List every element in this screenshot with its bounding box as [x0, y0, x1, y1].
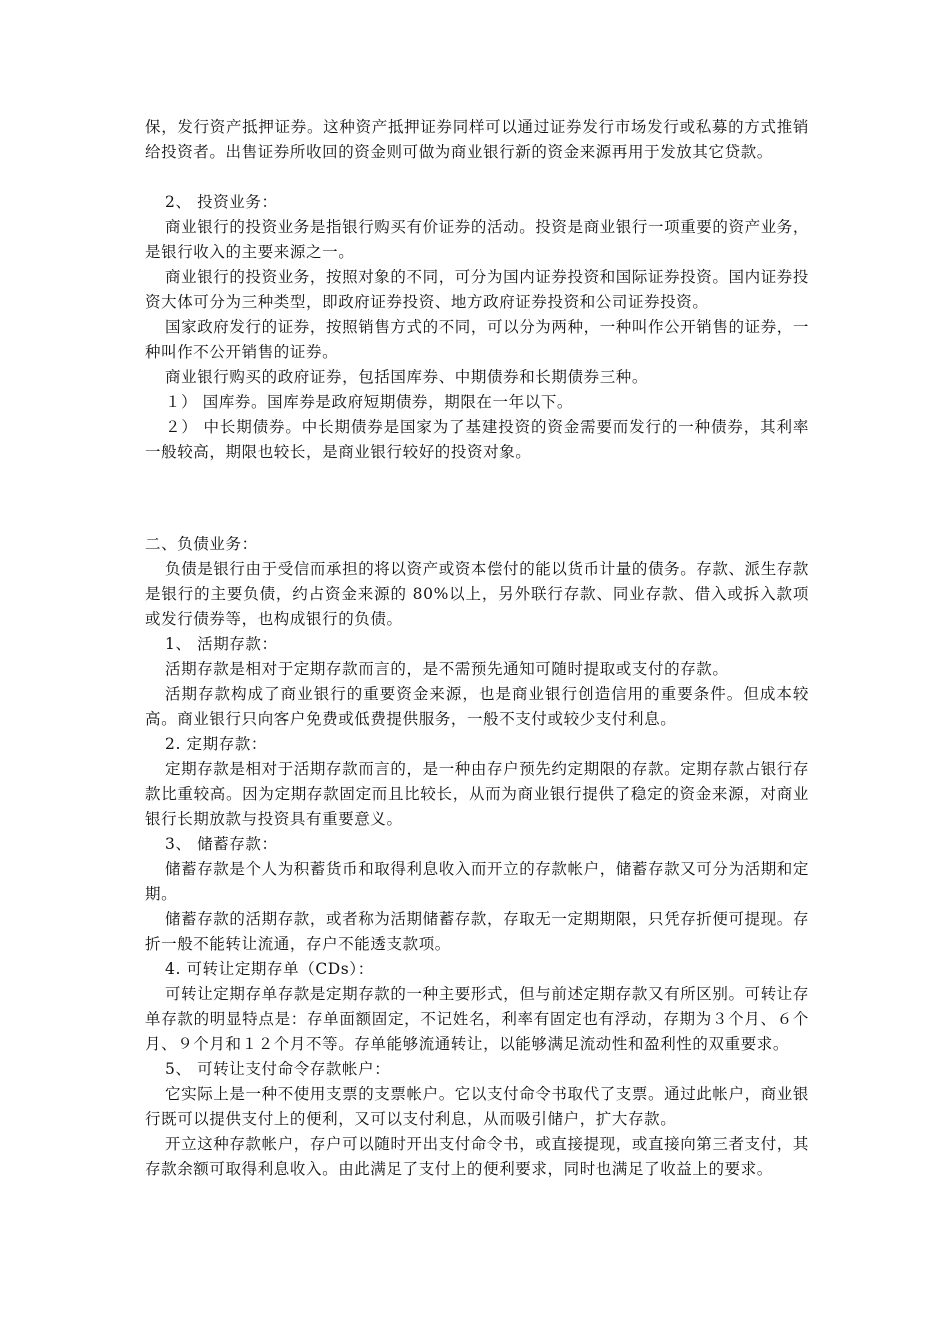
liabilities-heading: 二、负债业务：: [145, 535, 258, 553]
document-body: [145, 115, 809, 1182]
investment-heading: 2、 投资业务：: [165, 193, 278, 211]
time-deposit-heading: 2. 定期存款：: [165, 735, 268, 753]
savings-deposit-paragraph: 储蓄存款的活期存款，或者称为活期储蓄存款，存取无一定期期限，只凭存折便可提现。存折一般不能转让流通，存户不能透支款项。: [145, 910, 810, 953]
now-account-paragraph: 开立这种存款帐户，存户可以随时开出支付命令书，或直接提现，或直接向第三者支付，其存款余额可取得利息收入。由此满足了支付上的便利要求，同时也满足了收益上的要求。: [145, 1135, 810, 1178]
demand-deposit-heading: 1、 活期存款：: [165, 635, 278, 653]
now-account-paragraph: 它实际上是一种不使用支票的支票帐户。它以支付命令书取代了支票。通过此帐户，商业银行既可以提供支付上的便利，又可以支付利息，从而吸引储户，扩大存款。: [145, 1085, 810, 1128]
savings-deposit-heading: 3、 储蓄存款：: [165, 835, 278, 853]
investment-paragraph: 商业银行的投资业务是指银行购买有价证券的活动。投资是商业银行一项重要的资产业务，是银行收入的主要来源之一。: [145, 218, 810, 261]
blank-line: [145, 165, 809, 190]
intro-paragraph: 保，发行资产抵押证券。这种资产抵押证券同样可以通过证券发行市场发行或私募的方式推销给投资者。出售证券所收回的资金则可做为商业银行新的资金来源再用于发放其它贷款。: [145, 118, 809, 161]
liabilities-intro: 负债是银行由于受信而承担的将以资产或资本偿付的能以货币计量的债务。存款、派生存款是银行的主要负债，约占资金来源的 80%以上，另外联行存款、同业存款、借入或拆入款项或发行债券等，也构成银行的负债。: [145, 560, 810, 628]
investment-paragraph: 商业银行购买的政府证券，包括国库券、中期债券和长期债券三种。: [165, 368, 649, 386]
investment-list-item: ２） 中长期债券。中长期债券是国家为了基建投资的资金需要而发行的一种债券，其利率一般较高，期限也较长，是商业银行较好的投资对象。: [145, 418, 809, 461]
investment-list-item: １） 国库券。国库券是政府短期债券，期限在一年以下。: [165, 393, 574, 411]
investment-paragraph: 国家政府发行的证券，按照销售方式的不同，可以分为两种，一种叫作公开销售的证券，一种叫作不公开销售的证券。: [145, 318, 810, 361]
cds-heading: 4. 可转让定期存单（CDs）：: [165, 960, 374, 978]
time-deposit-paragraph: 定期存款是相对于活期存款而言的，是一种由存户预先约定期限的存款。定期存款占银行存款比重较高。因为定期存款固定而且比较长，从而为商业银行提供了稳定的资金来源，对商业银行长期放款与投资具有重要意义。: [145, 760, 810, 828]
blank-lines: [145, 465, 809, 532]
cds-paragraph: 可转让定期存单存款是定期存款的一种主要形式，但与前述定期存款又有所区别。可转让存单存款的明显特点是：存单面额固定，不记姓名，利率有固定也有浮动，存期为３个月、６个月、９个月和１２个月不等。存单能够流通转让，以能够满足流动性和盈利性的双重要求。: [145, 985, 810, 1053]
investment-paragraph: 商业银行的投资业务，按照对象的不同，可分为国内证券投资和国际证券投资。国内证券投资大体可分为三种类型，即政府证券投资、地方政府证券投资和公司证券投资。: [145, 268, 810, 311]
savings-deposit-paragraph: 储蓄存款是个人为积蓄货币和取得利息收入而开立的存款帐户，储蓄存款又可分为活期和定期。: [145, 860, 810, 903]
now-account-heading: 5、 可转让支付命令存款帐户：: [165, 1060, 391, 1078]
demand-deposit-paragraph: 活期存款是相对于定期存款而言的，是不需预先通知可随时提取或支付的存款。: [165, 660, 729, 678]
demand-deposit-paragraph: 活期存款构成了商业银行的重要资金来源，也是商业银行创造信用的重要条件。但成本较高。商业银行只向客户免费或低费提供服务，一般不支付或较少支付利息。: [145, 685, 809, 728]
